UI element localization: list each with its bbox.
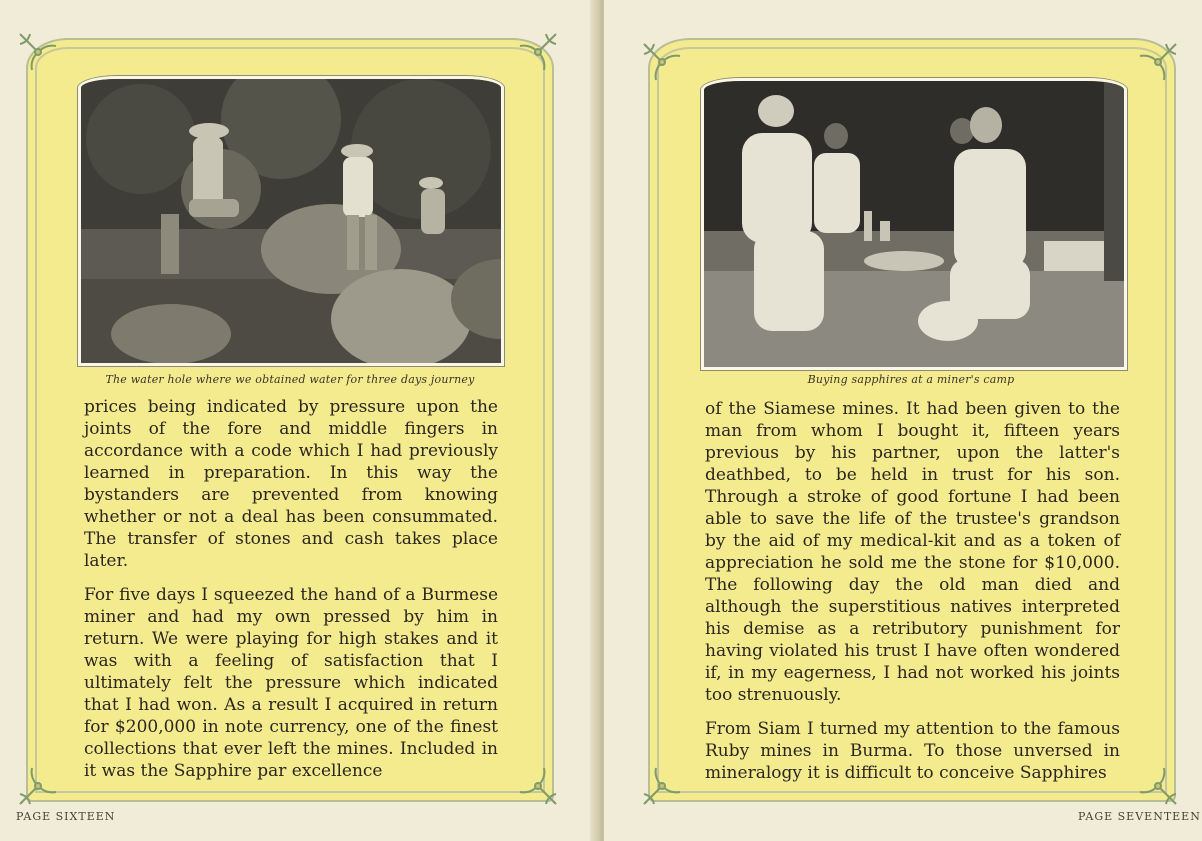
corner-ornament-icon [16, 30, 62, 76]
photo-caption: The water hole where we obtained water for three days journey [105, 373, 475, 386]
body-text [84, 396, 498, 794]
photo-caption: Buying sapphires at a miner's camp [807, 373, 1015, 386]
corner-ornament-icon [514, 762, 560, 808]
corner-ornament-icon [16, 762, 62, 808]
corner-ornament-icon [1134, 762, 1180, 808]
corner-ornament-icon [640, 762, 686, 808]
corner-ornament-icon [1134, 40, 1180, 86]
body-text [705, 398, 1120, 796]
left-page [0, 0, 596, 841]
page-number: PAGE SEVENTEEN [1078, 810, 1201, 823]
paragraph: of the Siamese mines. It had been given to the man from whom I bought it, fifteen years previous by his partner, upon the latter's deathbed, to be held in trust for his son. Through a stroke of good fortune I had been able to save the life of the trustee's grandson by the aid of my medical-kit and as a token of appreciation he sold me the stone for $10,000. The following day the old man died and although the superstitious natives interpreted his demise as a retributory punishment for having violated his trust I have often wondered if, in my eagerness, I had not worked his joints too strenuously. [705, 399, 1120, 705]
photograph-water-hole [78, 76, 504, 366]
paragraph: For five days I squeezed the hand of a Burmese miner and had my own pressed by him in return. We were playing for high stakes and it was with a feeling of satisfaction that I ultimately felt the pressure which indicated that I had won. As a result I acquired in return for $200,000 in note currency, one of the finest collections that ever left the mines. Included in it was the Sapphire par excellence [84, 585, 498, 781]
paragraph: From Siam I turned my attention to the famous Ruby mines in Burma. To those unversed in mineralogy it is difficult to conceive Sapphires [705, 719, 1120, 783]
paragraph: prices being indicated by pressure upon the joints of the fore and middle fingers in accordance with a code which I had previously learned in preparation. In this way the bystanders are prevented from knowing whether or not a deal has been consummated. The transfer of stones and cash takes place later. [84, 397, 498, 571]
corner-ornament-icon [514, 30, 560, 76]
corner-ornament-icon [640, 40, 686, 86]
photograph-miners-camp [701, 78, 1127, 370]
page-number: PAGE SIXTEEN [16, 810, 116, 823]
